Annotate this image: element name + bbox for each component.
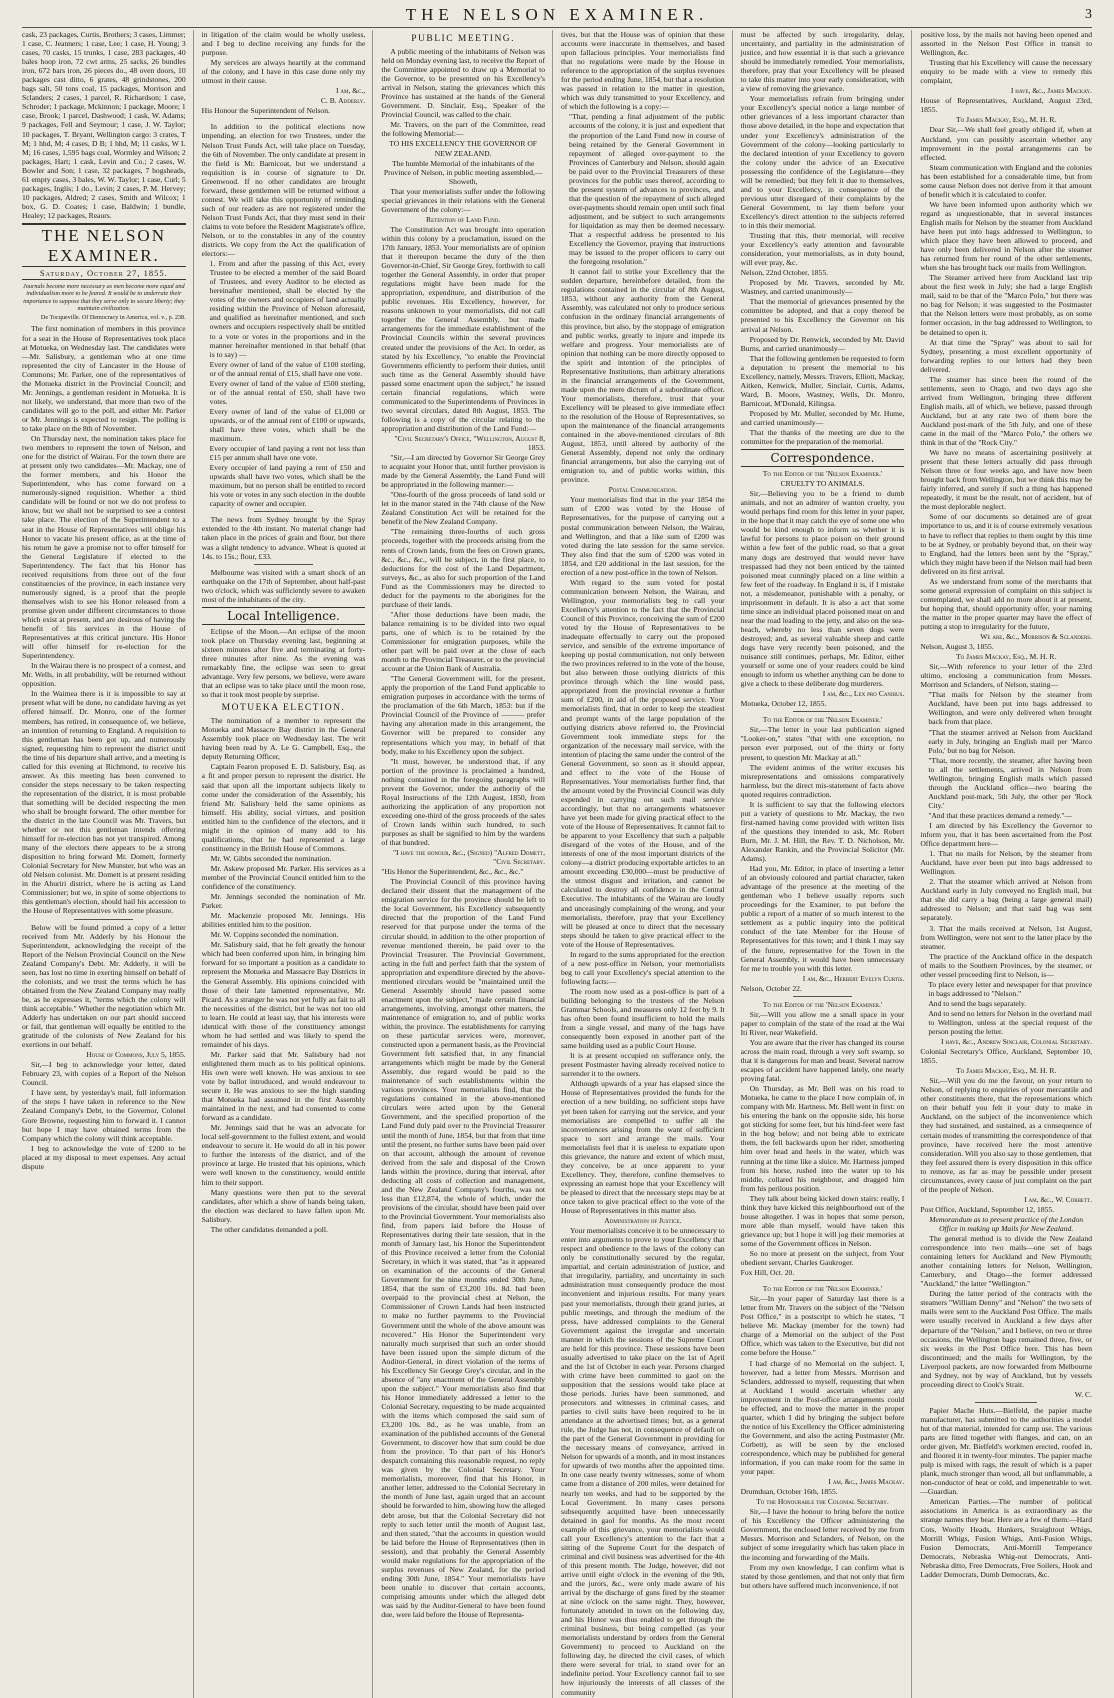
letter-dateline: Nelson, October 22. [740,983,802,993]
resolution-paragraph: Proposed by Mr. Muller, seconded by Mr. Hume, and carried unanimously— [740,408,905,427]
letter-paragraph: Trusting that his Excellency will cause the necessary enquiry to be made with a view to remedy this complaint, [920,58,1092,86]
circular-signature: "I have the honour, &c., (Signed) "Alfred Domett, "Civil Secretary. [392,848,545,867]
memorial-paragraph: The room now used as a post-office is part of a building belonging to the trustees of the Nelson Grammar Schools, and measures only 12 feet by 9. It has often been found insufficient to hold the mails from a single vessel, and many of the bags have consequently been exposed in another part of the same building used as a public Court House. [561,986,725,1051]
memorial-paragraph: Your memorialists conceive it to be unnecessary to enter into arguments to prove to your Excellency that respect and obedience to the laws of the colony can only be constitutionally secured by the regular, impartial, and certain administration of justice, and that irregularity, partiality, and uncertainty in such administration must consequently produce the most inconvenient and injurious results. For many years past your memorialists, through their grand juries, at public meetings, and through the medium of the press, have addressed complaints to the General Government against the irregular and uncertain manner in which the sessions of the Supreme Court are held for this province. These sessions have been usually advertised to take place on the 1st of April and the 1st of October in each year. Persons charged with crime have been committed to gaol on the supposition that the sessions would take place at those periods. Juries have been summoned, and prosecutors and witnesses in criminal cases, and parties to civil suits have been required to be in attendance at the advertised times; but, as a general rule, the Judge has not, in consequence of default on the part of the General Government in providing for the necessary means of conveyance, arrived in Nelson for upwards of a month, and in most instances for upwards of two months after the appointed time. In one case nearly twenty witnesses, some of whom came from a distance of 200 miles, were detained for nearly ten weeks, and had to be supported by the Local Government. In many cases persons subsequently acquitted have been unnecessarily detained in gaol for months. As the most recent example of this grievance, your memorialists would call your Excellency's attention to the fact that a sitting of the Supreme Court for the despatch of criminal and civil business was advertised for the 4th of this present month. The Judge, however, did not arrive until eight o'clock in the evening of the 9th, and the jurors, &c., were only made aware of his arrival by the discharge of guns fired by the steamer at nine o'clock on the same night. They, however, fortunately attended in town on the following day, and his Honor was thus enabled to get through the criminal business, but being compelled (as your memorialists understand by orders from the General Government) to proceed to Auckland on the following day, he directed the civil cases, of which there were several for trial, to stand over for an indefinite period. Your Excellency cannot fail to see how injuriously the interests of all classes of the community [561,1226,725,1697]
letter-paragraph: positive loss, by the mails not having been opened and assorted in the Nelson Post Office in transit to Wellington, &c. [920,30,1092,58]
letter-quote: "And that these practices demand a remedy."— [928,810,1073,820]
news-paragraph: The other candidates demanded a poll. [210,1224,328,1234]
letter-signature: I have, &c., Andrew Sinclair, Colonial Secretary. [940,1037,1092,1047]
act-extract: Every occupier of land paying a rent not less than £15 per annum shall have one vote. [209,444,366,463]
motto-attribution: De Tocqueville. Of Democracy in America, vol. v., p. 238. [40,313,186,321]
memorandum-paragraph: The general method is to divide the New Zealand correspondence into two mails—one set of bags containing letters for Auckland and New Plymouth; another containing letters for Nelson, Wellington, Canterbury, and Otago—the former addressed "Auckland," the latter "Wellington." [920,1234,1092,1289]
circular-paragraph: "After those deductions have been made, the balance remaining is to be divided into two equal parts, one of which is to be retained by the Commissioner for emigration purposes, while the other part will be paid over at the close of each month to the Provincial Treasurer, or to the provincial account at the Union Bank of Australia. [381,609,545,674]
letter-paragraph: It is sufficient to say that the following electors put a variety of questions to Mr. Mackay, the two first-named having come provided with written lists of the questions they intended to ask, Mr. Robert Burn, Mr. J. M. Hill, the Rev. T. D. Nicholson, Mr. Alexander Rankin, and the Provincial Solicitor (Mr. Adams). [740,799,905,864]
column-1 [22,30,194,1698]
letter-paragraph: Sir,—The letter in your last publication signed "Looker-on," states "that with one exception, no person ever purposed, out of the thirty or forty present, to question Mr. Mackay at all." [740,725,905,762]
letter-paragraph: The steamer has since been the round of the settlements, seen to Otago, and two days ago she arrived from Wellington, bringing three different English mails, all of which, we believe, passed through Auckland, but at any rate two of them bore the Auckland post-mark of the 5th July, and one of these came in the mail of the "Marco Polo," the others we think in that of the "Rock City." [920,374,1092,448]
section-heading-motueka-election: MOTUEKA ELECTION. [221,703,346,714]
letter-paragraph: I beg to acknowledge the vote of £200 to be placed at my disposal to meet expenses. Any actual dispute [22,1143,186,1171]
letter-quote: And to send the bags separately. [928,998,1027,1008]
letter-quote: To place every letter and newspaper for that province in bags addressed to "Nelson." [928,979,1092,998]
resolution-paragraph: Proposed by Mr. Travers, seconded by Mr. Wastney, and carried unanimously— [740,278,905,297]
letter-paragraph: Sir,—In your paper of Saturday last there is a letter from Mr. Travers on the subject of the "Nelson Post Office," in a postscript to which he states, "I believe Mr. Mackay (member for the town) had charge of a Memorial on the subject of the Post Office, which was taken to the Executive, but did not come before the House." [740,1294,905,1358]
news-paragraph: A public meeting of the inhabitants of Nelson was held on Monday evening last, to receive the Report of the Committee appointed to draw up a Memorial to the Governor, to be presented on his Excellency's arrival in Nelson, stating the grievances which this Province has sustained at the hands of the General Government. D. Sinclair, Esq., Speaker of the Provincial Council, was called to the chair. [381,47,545,120]
column-2 [202,30,374,1698]
letter-recipient: To James Mackay, Esq., M. H. R. [956,115,1057,125]
news-paragraph: American Parties.—The number of political associations in America is as extraordinary as the strange names they bear. Here are a few of them:—Hard Cots, Woolly Heads, Hunkers, Straightout Whigs, Morrill Whigs, Fusion Whigs, Anti-Fusion Whigs, Fusion Democrats, Anti-Morrill Temperance Democrats, Nebraska Whig-out Democrats, Anti-Nebraska ditto, Free Democrats, Free Soilers, Hook and Ladder Democrats, Dumb Democrats, &c. [920,1497,1092,1579]
letter-dateline: Motueka, October 12, 1855. [740,699,827,709]
news-paragraph: Eclipse of the Moon.—An eclipse of the moon took place on Thursday evening last, beginning at sixteen minutes after five and terminating at forty-three minutes after nine. As the evening was remarkably fine, the eclipse was seen to great advantage. Very few persons, we believe, were aware that an eclipse was to take place until the moon rose, so that it took most people by surprise. [201,626,366,700]
letter-dateline: Colonial Secretary's Office, Auckland, September 10, 1855. [920,1047,1092,1066]
letter-paragraph: As we understand from some of the merchants that some general expression of complaint on this subject is contemplated, we shall add no more about it at present, but hoping that, should opportunity offer, your naming the matter in the proper quarter may have the effect of putting a stop to irregularity for the future, [920,576,1092,631]
divider [793,1280,852,1281]
letter-quote: "That mails for Nelson by the steamer from Auckland, have been put into bags addressed to Wellington, and were only delivered when brought back from that place. [928,690,1092,727]
letter-dateline: Drumduan, October 16th, 1855. [740,1487,838,1497]
editorial-paragraph: Below will be found printed a copy of a letter received from Mr. Adderly by his Honour the Superintendent, acknowledging the receipt of the Report of the Nelson Provincial Council on the New Zealand Company's Debt. Mr. Adderly, it will be seen, has lost no time in exerting himself on behalf of the colonists, and we trust the terms which he has obtained from the New Zealand Company may really be, as he expresses it, "terms which the colony will think acceptable." Whether the negotiation which Mr. Adderly has undertaken on our part should succeed or fail, that gentleman will equally be entitled to the gratitude of the colonists of New Zealand for his exertions in our behalf. [22,922,186,1050]
letter-paragraph: The Steamer arrived here from Auckland last trip about the first week in July; she had a large English mail, said to be that of the "Marco Polo," but there was no bag for Nelson; it was suggested to the Postmaster that the Nelson letters were most probably, as on some former occasion, in the bag addressed to Wellington, to be detained to open it. [920,273,1092,337]
editorial-paragraph: On Thursday next, the nomination takes place for two members to represent the town of Nelson, and one for the district of Wairau. For the town there are at present only two candidates—Mr. Mackay, one of the former members, and his Honor the Superintendent, who has come forward on a numerously-signed requisition. Whether a third candidate will be found or not we do not profess to know, but we shall not be surprised to see a contest take place. The election of the Superintendent to a seat in the House of Representatives will oblige his Honor to vacate his present office, as at the time of his return he gave a promise not to offer himself for the General Legislature if elected to the Superintendency. The fact that his Honor has received requisitions from three out of the four constituencies of the province, in each instance very numerously signed, is a proof that the people themselves wish to see his Honor released from a promise given under different circumstances to those which exist at present, and are desirous of having the benefit of his services in the House of Representatives at this critical juncture. His Honor will offer himself for re-election for the Superintendency. [22,434,186,661]
letter-paragraph: At that time the "Spray" was about to sail for Sydney, presenting a most excellent opportunity of forwarding replies to our letters had they been delivered. [920,337,1092,374]
letter-paragraph: Sir,—I beg to acknowledge your letter, dated February 23, with copies of a Report of the Nelson Council. [22,1060,186,1088]
letter-paragraph: Sir,—Believing you to be a friend to dumb animals, and not an admirer of wanton cruelty, you would perhaps find room for this letter in your paper, in the hope that it may catch the eye of some one who would be kind enough to inform us whether it is lawful for persons to place poison on their ground within a few feet of the public road, so that a great many dogs are destroyed that would never have trespassed had they not been enticed by the tainted poisoned meat cunningly placed on a line within a few feet of the roadway. In England it is, if I mistake not, a misdemeanor, punishable with a penalty, or imprisonment in default. It is also a act that some time since an individual placed poisoned meat on and near the road leading to the jetty, and also on the sea-beach, whereby no less than seven dogs were destroyed; and, as several valuable sheep and cattle dogs have very recently been poisoned, and the nuisance still continues, perhaps, Mr. Editor, either yourself or some one of your readers could be kind enough to inform us whether anything can be done to give a check to these deliberate dog murderers. [740,489,905,689]
memorial-paragraph: With regard to the sum voted for postal communication between Nelson, the Wairau, and Wellington, your memorialists beg to call your Excellency's attention to the fact that the Provincial Council of this Province, conceiving the sum of £200 voted by the House of Representatives to be inadequate effectually to carry out the proposed service, and sensible of the extreme importance of keeping up postal communication, not only between the two provinces referred to in the vote of the house, but also between those outlying districts of this province through which the line would pass, appropriated from the provincial revenue a further sum of £200, in aid of the proposed service. Your memorialists find, that in order to keep the steadiest and prompt wants of the large population of the outlying districts above referred to, the Provincial Government took immediate steps for the organization of the necessary mail service, with the intention of placing the same under the control of the General Government, so soon as it should appear, and effect to the vote of the House of Representatives. Your memorialists further find, that the amount voted by the Provincial Council was duly expended in carrying out such mail service accordingly, but that no arrangements whatsoever have yet been made for giving practical effect to the vote of the House of Representatives. It cannot fail to be apparent to your Excellency that such a palpable disregard of the votes of the House, and of the interests of one of the most important districts of the colony—a district producing exportable articles to an amount exceeding £30,000—must be productive of the utmost disgust and irritation, and cannot be calculated to destroy all confidence in the Central Executive. The inhabitants of the Wairau are loudly and unceasingly complaining of the wrong, and your memorialists, therefore, pray that your Excellency will be pleased at once to direct that the necessary steps should be taken to give practical effect to the vote of the House of Representatives. [561,577,725,949]
memorial-paragraph: The Provincial Council of this province having declared their dissent that the management of the emigration service for the province should be left to the local Government, his Excellency subsequently directed that the proportion of the Land Fund reserved for that purpose under the terms of the circular should, in addition to the other proportion of revenue mentioned therein, be paid over to the Provincial Treasurer. The Provincial Government, acting in the full and perfect faith that the system of appropriation and expenditure directed by the above-mentioned circulars would be "maintained until the General Assembly should have passed some enactment upon the subject," made certain financial arrangements, involving, amongst other matters, the maintenance of emigration to, and of public works within, the province. The establishments for carrying on these particular services were, moreover, constructed upon a permanent basis, as the Provincial Government felt satisfied that, in any financial arrangements which might be made by the General Assembly, due regard would be paid to the maintenance of such establishments within the various provinces. Your memorialists find, that the regulations contained in the above-mentioned circulars were acted upon by the General Government, and the specified proportion of the Land Fund duly paid over to the Provincial Treasurer until the month of June, 1854, but that from that time until the present, no further sums have been paid over on that account, although the amount of revenue derived from the sale and disposal of the Crown lands within the province, during that interval, after deducting all costs of collection and management, and the New Zealand Company's fourths, was not less than £12,874, the whole of which, under the provisions of the circular, should have been paid over to the Provincial Government. Your memorialists also find, from papers laid before the House of Representatives during their late session, that in the month of January last, his Honor the Superintendent of this Province received a letter from the Colonial Secretary, in which it was stated, that "as it appeared on examination of the accounts of the General Government for the nine months ended 30th June, 1854, that the sum of £3,200 10s. 8d. had been overpaid to the provincial chest at Nelson, the Commissioner of Crown Lands had been instructed to make no further payments to the Provincial Government until the whole of the above amount was recovered." His Honor the Superintendent very naturally much surprised that such an order should have been issued upon the simple dictum of the Auditor-General, in direct violation of the terms of his Excellency Sir George Grey's circular, and in the absence of "any enactment of the General Assembly upon the subject." Your memorialists also find that his Honor immediately addressed a letter to the Colonial Secretary, requesting to be made acquainted with the items which composed the said sum of £3,200 10s. 8d., as he was unable, from an examination of the published accounts of the General Government, to discover how that sum could be due from the province. To that part of his Honor's despatch containing this reasonable request, no reply was given by the Colonial Secretary. Your memorialists, moreover, find that his Honor, in another letter, addressed to the Colonial Secretary in the month of June last, again urged that an account should be forwarded to him, showing how the alleged debt arose, but that the Colonial Secretary did not reply to such letter until the month of August last, and then stated, "that the accounts in question would be laid before the House of Representatives (then in session), and that probably the General Assembly would make regulations for the appropriation of the surplus revenues of New Zealand, for the period ending 30th June, 1854." Your memorialists have been unable to discover that certain accounts, comprising amounts under which the alleged debt was said by the Auditor-General to have been found due, were laid before the House of Representa- [381,877,545,1620]
letter-paragraph: I am directed by his Excellency the Governor to inform you, that it has been ascertained from the Post Office department here— [920,820,1092,849]
memorial-paragraph: It cannot fail to strike your Excellency that the sudden departure, hereinbefore detailed, from the regulations contained in the circular of 8th August, 1853, without any authority from the General Assembly, was calculated not only to produce serious confusion in the ordinary financial arrangements of this province, but also, by the stoppage of emigration and public works, greatly to injure and impede its welfare and progress. Your memorialists are of opinion that nothing can be more directly opposed to the spirit and intention of the principles of Representative Institutions, than arbitrary alterations in the financial arrangements of the Government, made upon the mere dictum of a subordinate officer. Your memorialists, therefore, trust that your Excellency will be pleased to give immediate effect to the resolution of the House of Representatives, so upon the maintenance of the financial arrangements contained in the above-mentioned circulars of 8th August, 1853, until altered by authority of the General Assembly, depend not only the ordinary financial arrangements, but also the carrying out of emigration to, and of public works within, this province. [561,267,725,485]
news-paragraph: Mr. W. Gibbs seconded the nomination. [210,853,332,863]
section-heading-public-meeting: PUBLIC MEETING. [411,34,516,44]
letter-signature: I am, &c., Lex pro Canibus. [822,689,905,699]
news-paragraph: Mr. Salisbury said, that he felt greatly the honour which had been conferred upon him, in bringing him forward for so important a position as a candidate to represent the Motueka and Massacre Bay Districts in the General Assembly. His opinions coincided with those of their late lamented representative, Mr. Picard. As a stranger he was not yet fully au fait to all the necessities of the district, but he was not too old to learn. He could at least say, that his interests were identical with those of the constituency amongst whom he had settled and was likely to spend the remainder of his days. [201,940,366,1049]
memorial-heading: TO HIS EXCELLENCY THE GOVERNOR OF NEW ZEALAND. [389,139,538,158]
letter-paragraph: Sir,—Will you allow me a small space in your paper to complain of the state of the road at the Wai Iti River, near Wakefield. [740,1009,905,1037]
letter-recipient: To the Honourable the Colonial Secretary. [756,1497,889,1507]
letter-signature: I am, &c., James Mackay. [828,1477,905,1487]
letter-paragraph: Some of our documents so detained are of great importance to us, and it is of course extremely vexatious to have to reflect that replies to them ought by this time to be at Sydney, or probably beyond that, on their way to England, had the letters been sent by the "Spray," which they might have been if the Nelson mail had been delivered on its first arrival. [920,512,1092,576]
divider [74,919,133,920]
news-paragraph: Mr. Jennings seconded the nomination of Mr. Parker. [201,892,366,911]
act-extract: Every owner of land of the value of £1,000 or upwards, or of the annual rent of £100 or upwards, shall have three votes, which shall be the maximum. [209,406,366,444]
editorial-paragraph: In the Waimea there is it is impossible to say at present what will be done, no candidate having as yet offered himself. Dr. Monro, one of the former members, has retired, in consequence of, we believe, an intention of returning to England. A requisition to this gentleman has been got up, and numerously signed, requesting him to represent the district until the time of his departure shall arrive, and a meeting is called for this evening at Richmond, to receive his answer. As this meeting has been convened to consider the steps necessary to be taken respecting the representation of the district, it is most probable that something will be decided respecting the men who shall be brought forward. The other member for the district in the late Council was Mr. Travers, but whether or not this gentleman intends offering himself for re-election has not yet transpired. Among many of the electors there appears to be a strong disposition to bring forward Mr. Domett, formerly Colonial Secretary for New Munster, but who was an old Nelson colonist. Mr. Domett is at present residing in the Ahuriri district, where he is acting as Land Commissioner; but we, in spite of some objections to this gentleman's election, should hail his accession to the House of Representatives with some pleasure. [22,689,186,916]
letter-paragraph: Had you, Mr. Editor, in place of inserting a letter of an obviously coloured and partial character, taken advantage of the presence at the meeting of the gentleman who I believe usually reports such proceedings for the Examiner, to put before the public a report of a matter of so much interest to the settlement as a public inquiry into the political conduct of the late Member for the House of Representatives for this town; and I think I may say of the future, representative for the Town in the General Assembly, it would have been unnecessary for me to trouble you with this letter. [740,864,905,973]
news-paragraph: Mr. Askew proposed Mr. Parker. His services as a member of the Provincial Council entitled him to the confidence of the constituency. [201,863,366,892]
letter-signoff: I am, &c., [336,86,366,96]
letter-signature: C. B. Adderly. [320,96,366,106]
letter-paragraph: Steam communication with England and the colonies has been established for a considerable time, but from some cause Nelson does not derive from it that amount of benefit which it is calculated to confer. [920,162,1092,199]
news-paragraph: Papier Mache Huts.—Bielfeld, the papier mache manufacturer, has submitted to the authorities a model hut of that material, intended for camp use. The various parts are fitted together with flanges, and can, on an order given, Mr. Bielfeld's workmen erected, roofed in, and floored it in twenty-four minutes. The papier mache pulp is mixed with rags, the result of which is a paper plank, much stronger than wood, all but unflammable, a non-conductor of heat or cold, and impenetrable to wet.—Guardian. [920,1405,1092,1497]
news-paragraph: Mr. Mackenzie proposed Mr. Jennings. His abilities entitled him to the position. [201,911,366,930]
letter-recipient: To James Mackay, Esq., M. H. R. [956,1066,1057,1076]
memorial-paragraph: must be affected by such irregularity, delay, uncertainty, and partiality in the administration of justice, and how essential it is that such a grievance should be immediately remedied. Your memorialists, therefore, pray that your Excellency will be pleased to take this matter into your early consideration, with a view of removing the grievance. [740,30,905,94]
letter-title: CRUELTY TO ANIMALS. [780,479,865,489]
letter-paragraph: Sir,—With reference to your letter of the 23rd ultimo, enclosing a communication from Messrs. Morrison and Sclanders, of Nelson, stating— [920,662,1092,690]
issue-date: Saturday, October 27, 1855. [22,268,186,280]
news-paragraph: The nomination of a member to represent the Motueka and Massacre Bay district in the General Assembly took place on Wednesday last. The writ having been read by A. Le G. Campbell, Esq., the deputy Returning Officer, [201,716,366,762]
news-paragraph: Mr. W. Coppins seconded the nomination. [210,930,339,940]
memorandum-title: Memorandum as to present practice of the London Office in making up Mails for New Zealand. [929,1214,1084,1233]
letter-paragraph: They talk about being kicked down stairs: really, I think they have kicked this neighbourhood out of the house altogether. I was in hopes that some person, more able than myself, would have taken this grievance up; but I hope it will jog their memories at some of the Government offices in Nelson. [740,1193,905,1248]
letter-paragraph: I have sent, by yesterday's mail, full information of the steps I have taken in reference to the New Zealand Company's Debt, to the Governor, Colonel Gore Browne, requesting him to forward it. I cannot but hope I may have obtained terms from the Company which the colony will think acceptable. [22,1088,186,1143]
subheading-administration-of-justice: Administration of Justice. [604,1216,682,1226]
memorial-paragraph: Trusting that this, their memorial, will receive your Excellency's early attention and favourable consideration, your memorialists, as in duty bound, will ever pray, &c. [740,231,905,268]
news-paragraph: Mr. Travers, on the part of the Committee, read the following Memorial:— [381,120,545,139]
memorandum-paragraph: During the latter period of the contracts with the steamers "William Denny" and "Nelson" the two sets of mails were sent to the Auckland Post Office. The mails were usually received in Auckland a few days after departure of the "Nelson," and I believe, on two or three occasions, the Wellington bags remained three, five, or six weeks in the Post Office here. This has been discontinued; and the mails for Wellington, by the Liverpool packets, are now forwarded from Melbourne and Sydney, not by way of Auckland, but by vessels proceeding direct to Cook's Strait. [920,1289,1092,1389]
column-6 [920,30,1092,1698]
memorial-paragraph: That your memorialists suffer under the following special grievances in their relations with the General Government of the colony:— [381,186,545,214]
letter-paragraph: Dear Sir,—We shall feel greatly obliged if, when at Auckland, you can possibly ascertain whether any improvement in the postal arrangements can be effected. [920,125,1092,162]
letter-signature: I am, &c., W. Corbett. [1024,1194,1092,1204]
letter-recipient: To the Editor of the 'Nelson Examiner.' [762,469,883,479]
letter-paragraph: From my own knowledge, I can confirm what is stated by those gentlemen, and that not only that firm but others have suffered much inconvenience, if not [740,1562,905,1590]
editorial-paragraph: Melbourne was visited with a smart shock of an earthquake on the 17th of September, about half-past two o'clock, which was sufficiently severe to awaken most of the inhabitants of the city. [201,567,366,604]
masthead [22,4,1092,28]
section-heading-local-intelligence: Local Intelligence. [202,607,366,625]
letter-signature: I have, &c., James Mackay. [1010,86,1092,96]
circular-paragraph: "The General Government will, for the present, apply the proportion of the Land Fund applicable to emigration purposes in accordance with the terms of the proclamation of the 6th March, 1853: but if the Provincial Council of the Province of ——— prefer having any alteration made in this arrangement, the Governor will be prepared to consider any representations which you may, in behalf of that body, make to his Excellency upon the subject. [381,674,545,756]
editorial-paragraph: The news from Sydney brought by the Spray extended to the 4th instant. No material change had taken place in the prices of grain and flour, but there was a slight tendency to advance. Wheat is quoted at 14s. to 15s.; flour, £33. [201,515,366,561]
editorial-paragraph: In the Wairau there is no prospect of a contest, and Mr. Wells, in all probability, will be returned without opposition. [22,661,186,689]
divider [254,511,313,512]
news-paragraph: Mr. Jennings said that he was an advocate for local self-government to the fullest extent, and would endeavour to secure it. He would do all in his power to further the interests of the district, and of the province at large. He trusted that his opinions, which were well known to the constituency, would entitle him to their support. [201,1123,366,1187]
masthead-title: THE NELSON EXAMINER. [405,5,709,24]
circular-paragraph: "The remaining three-fourths of such gross proceeds, together with the proceeds arising from the rents of Crown lands, from the fees on Crown grants, &c., &c., &c., will be subject, in the first place, to deductions for the cost of the Land Department, surveys, &c., as also for such proportion of the Land Fund as the Commissioners may be directed to deduct for the payments to the aborigines for the purchase of their lands. [381,527,545,609]
memorial-paragraph: In regard to the sums appropriated for the erection of a new post-office in Nelson, your memorialists beg to call your Excellency's special attention to the following facts:— [561,949,725,986]
letter-quote: "That, more recently, the steamer, after having been to all the settlements, arrived in Nelson from Wellington, bringing English mails which passed through the Auckland office—two bearing the Auckland post-mark, 5th July, the other per 'Rock City.' [928,755,1092,810]
memorial-paragraph: tives, but that the House was of opinion that these accounts were inaccurate in themselves, and based upon fallacious principles. Your memorialists find that no regulations were made by the House in reference to the appropriation of the surplus revenues for the period ending June, 1854, but that a resolution was passed in relation to the matter in question, which was duly transmitted to your Excellency, and of which the following is a copy:— [561,30,725,112]
letter-recipient: To the Editor of the 'Nelson Examiner.' [762,1284,883,1294]
resolution-paragraph: That the following gentlemen be requested to form a deputation to present the memorial to his Excellency, namely, Messrs. Travers, Elliott, Mackay, Aitken, Kenwick, Muller, Sinclair, Curtis, Adams, Ward, B. Moore, Wastney, Wells, Dr. Monro, Barnicoat, M'Donald, Kilingsa. [740,353,905,408]
letter-paragraph: The evident animus of the writer excuses his misrepresentations and omissions comparatively harmless, but the direct mis-statement of facts above quoted requires contradiction. [740,762,905,799]
letter-address: His Honour the Superintendent of Nelson. [201,106,330,116]
letter-paragraph: in litigation of the claim would be wholly useless, and I beg to decline receiving any funds for the purpose. [201,30,366,58]
editorial-paragraph: In addition to the political elections now impending, an election for two Trustees, under the Nelson Trust Funds Act, will take place on Tuesday, the 6th of November. The only candidate at present in the field is Mr. Barnicoat, but we understand a requisition is in course of signature to Dr. Greenwood. If no other candidates are brought forward, these gentlemen will be returned without a contest. We will take this opportunity of reminding such of our readers as are not registered under the Nelson Trust Funds Act, that they must send in their claims to vote before the Resident Magistrate's office, Nelson, or to the constables in any of the country districts. We copy from the Act the qualification of electors:— [201,122,366,259]
page-number: 3 [1085,7,1092,22]
letter-quote: And to send no letters for Nelson in the overland mail to Wellington, unless at the special request of the person posting the letter. [928,1008,1092,1037]
memorial-paragraph: It is at present occupied on sufferance only, the present Postmaster having already received notice to surrender it to the owners. [561,1051,725,1079]
letter-paragraph: So no more at present on the subject, from Your obedient servant, Charles Gaukroger. [740,1249,905,1268]
letter-signature: We are, &c., Morrison & Sclanders. [980,632,1092,642]
resolution-quote: "That, pending a final adjustment of the public accounts of the colony, it is just and expedient that the proportion of the Land Fund now in course of being retained by the General Government in repayment of alleged over-payment to the Provinces of Canterbury and Nelson, should again be paid over to the Provincial Treasurers of these provinces for the public uses thereof, according to the present system of advances to provinces, and that the question of the repayment of such alleged over-payments should remain open until such final adjustment, and be subject to such arrangements for liquidation as may then be deemed necessary. That a respectful address be presented to his Excellency the Governor, praying that instructions may be issued to the proper officers to carry out the foregoing resolution." [569,112,725,267]
circular-paragraph: "One-fourth of the gross proceeds of land sold or let in the manor stated in the 74th clause of the New Zealand Constitution Act will be retained for the benefit of the New Zealand Company. [381,490,545,527]
divider [793,996,852,997]
divider [254,564,313,565]
divider [975,1402,1037,1403]
divider [254,118,313,119]
memorial-paragraph: Although upwards of a year has elapsed since the House of Representatives provided the funds for the erection of a new building, no sufficient steps have yet been taken for carrying out the service, and your memorialists are compelled to suffer all the inconveniences arising from the want of sufficient space to sort and arrange the mails. Your memorialists feel that it is useless to expatiate upon this grievance, the nature and extent of which must, they conceive, be at once apparent to your Excellency. They, therefore, confine themselves to expressing an earnest hope that your Excellency will be pleased to direct that the necessary steps may be at once taken to give practical effect to the vote of the House of Representatives in this matter also. [561,1079,725,1216]
act-extract: Every occupier of land paying a rent of £50 and upwards shall have two votes, which shall be the maximum, but no person shall be entitled to record his vote or votes in any such election in the double capacity of owner and occupier. [209,463,366,509]
act-extract: Every owner of land of the value of £500 sterling, or of the annual rental of £50, shall have two votes. [209,378,366,406]
letter-paragraph: We have been informed upon authority which we regard as unquestionable, that in several instances English mails for Nelson by the steamer from Auckland have been put into bags addressed to Wellington, to which place they have been allowed to proceed, and have only been delivered in Nelson after the steamer has returned from her round of the other settlements, when she has brought back our mails from Wellington. [920,199,1092,273]
memorial-dateline: Nelson, 22nd October, 1855. [740,268,829,278]
letter-paragraph: On Thursday, as Mr. Bell was on his road to Motueka, he came to the place I now complain of, in company with Mr. Hartness. Mr. Bell went in first: on his entering the bank on the opposite side, his horse got sticking for some feet, but his hind-feet were fast in the bog below; and not being able to extricate them, the fell backwards upon her rider, smothering him over head and heels in the water, which was running at the time like a sluice. Mr. Hartness jumped from his horse, rushed into the water up to his middle, collared his neighbour, and dragged him from his perilous position. [740,1084,905,1193]
section-heading-correspondence: Correspondence. [741,449,905,467]
circular-paragraph: "It must, however, be understood that, if any portion of the province is proclaimed a hundred, nothing contained in the foregoing paragraphs will prevent the Governor, under the authority of the Royal Instructions of the 12th August, 1850, from authorizing the application of any proportion not exceeding one-third of the gross proceeds of the sales of Crown lands within such hundred, to such purposes as shall be signified to him by the wardens of that hundred. [381,756,545,848]
letter-recipient: To the Editor of the 'Nelson Examiner.' [762,999,883,1009]
letter-recipient: To James Mackay, Esq., M. H. R. [956,652,1057,662]
letter-paragraph: 1. That no mails for Nelson, by the steamer from Auckland, have ever been put into bags addressed to Wellington. [920,849,1092,877]
subheading-retention-of-land-fund: Retention of Land Fund. [426,214,501,224]
subheading-postal-communication: Postal Communication. [608,485,678,495]
letter-paragraph: 2. That the steamer which arrived at Nelson from Auckland early in July conveyed no English mail, but that she did carry a bag (being a large general mail) addressed to Nelson; and that said bag was sent separately. [920,877,1092,923]
memorial-paragraph: The Constitution Act was brought into operation within this colony by a proclamation, issued on the 17th January, 1853. Your memorialists are of opinion that it thereupon became the duty of the then Governor-in-Chief, Sir George Grey, forthwith to call together the General Assembly, in order that proper regulations might have been made for the appropriation, expenditure, and distribution of the public revenues. His Excellency, however, for reasons unknown to your memorialists, did not call together the General Assembly, but made arrangements for the immediate establishment of the Provincial Councils within the several provinces created under the provisions of the Act. In order, as stated by his Excellency, "to enable the Provincial Governments efficiently to perform their duties, until such time as the General Assembly should have passed some enactment upon the subject," he issued certain financial regulations, which were communicated to the Superintendents of Provinces in two several circulars, dated 8th August, 1853. The following is a copy of the circular relating to the appropriation and distribution of the Land Fund:— [381,224,545,433]
divider [793,711,852,712]
resolution-paragraph: Proposed by Dr. Renwick, seconded by Mr. David Burns, and carried unanimously— [740,334,905,353]
letter-paragraph: You are aware that the river has changed its course across the main road, through a very soft swamp, so that it is dangerous for man and beast. Several narrow escapes of accident have happened lately, one nearly proving fatal. [740,1037,905,1084]
cargo-list: cask, 23 packages, Curtis, Brothers; 3 cases, Limmer; 1 case, C. Jeanners; 1 case, Lee; 1 case, H. Young; 3 cases, 70 casks, 15 trunks, 1 case, 283 packages, 40 bales hoop iron, 72 cwt arms, 25 sacks, 26 bundles iron, 672 bars iron, 26 pieces do., 48 oven doors, 10 packages cast ditto, 6 grates, 48 grindstones, 200 bags salt, 50 tons coal, 15 packages, Morrison and Sclanders; 2 cases, 1 parcel, R. Richardson; 1 case, Schroder; 1 package, Mckinnon; 1 package, Moore; 1 case, Brook; 1 parcel, Dashwood; 1 cask, W. Adams; 9 packages, Fell and Seymour; 1 case, J. W. Taylor; 10 packages, T. Bryant, Wellington cargo: 3 crates, T M; 1 hhd, M; 4 cases, D B; 1 hhd, M; 11 casks, W L M; 16 cases, 1,595 bags coal, Wormley and Wilson; 2 packages, Hart; 1 cask, Levin and Co.; 2 cases, W. Bowler and Son; 1 case, 32 packages, 7 hogsheads, 61 empty cases, 3 bales, W. W. Taylor; 1 case, Curl; 5 packages, Inglis; 1 do., Levin; 2 cases, P. M. Hervey; 10 packages, Aldred; 2 cases, Smith and Wilcox; 1 box, G. D. Coates; 1 case, Baldwin; 1 bundle, Healey; 12 packages, Reaurs. [22,30,186,220]
letter-signature: I am, &c., Herbert Evelyn Curtis. [802,973,905,983]
act-extract: Every owner of land of the value of £100 sterling, or of the annual rental of £15, shall have one vote. [209,359,366,378]
letter-dateline: House of Representatives, Auckland, August 23rd, 1855. [920,96,1092,115]
letter-paragraph: The practice of the Auckland office in the despatch of mails to the Southern Provinces, by the steamer, or other vessel proceeding first to Nelson, is— [920,951,1092,979]
letter-dateline: Fox Hill, Oct. 20. [740,1268,795,1278]
act-extract: 1. From and after the passing of this Act, every Trustee to be elected a member of the said Board of Trustees, and every Auditor to be elected as hereinafter mentioned, shall be elected by the votes of the owners and occupiers of land actually residing within the Province of Nelson aforesaid, and qualified as hereinafter mentioned, and such owners and occupiers respectively shall be entitled to a vote or votes in the proportions and in the manner hereinafter mentioned in that behalf (that is to say) — [209,259,366,359]
news-paragraph: Mr. Parker said that Mr. Salisbury had not enlightened them much as to his political opinions. His own were well known. He was anxious to see vote by ballot introduced, and would endeavour to secure it. He was anxious to see the high standing that Motueka had assumed in the first Assembly maintained in the next, and had consented to come forward as a candidate. [201,1049,366,1123]
memorial-paragraph: Your memorialists find that in the year 1854 the sum of £200 was voted by the House of Representatives, for the purpose of carrying out a postal communication between Nelson, the Wairau, and Wellington, and that a like sum of £200 was voted during the late session for the same service. They also find that the sum of £200 was voted in 1854, and £20 additional in the last session, for the erection of a new post-office in the town of Nelson. [561,495,725,577]
letter-dateline: Post Office, Auckland, September 12, 1855. [920,1204,1055,1214]
editorial-paragraph: The first nomination of members in this province for a seat in the House of Representatives took place at Motueka, on Wednesday last. The candidates were—Mr. Salisbury, a gentleman who at one time represented the city of Lancaster in the House of Commons; Mr. Parker, one of the representatives of the Motueka district in the Provincial Council; and Mr. Jennings, a gentleman resident in Motueka. It is not likely, we understand, that more than two of the candidates will go to the poll, and either Mr. Parker or Mr. Jennings is expected to resign. The polling is to take place on the 8th of November. [22,324,186,433]
column-4 [561,30,733,1698]
news-paragraph: Captain Fearon proposed E. D. Salisbury, Esq. as a fit and proper person to represent the district. He said that upon all the important subjects likely to come under the consideration of the Assembly, his friend Mr. Salisbury held the same opinions as himself. His ability, social virtues, and position entitled him to the confidence of the electors, and it might in the opinion of many add to his qualifications, that he had represented a large constituency in the British House of Commons. [201,762,366,853]
letter-dateline: House of Commons, July 5, 1855. [86,1050,186,1060]
memorandum-initials: W. C. [1074,1389,1092,1399]
letter-paragraph: I had charge of no Memorial on the subject. I, however, had a letter from Messrs. Morrison and Sclanders, addressed to myself, requesting that when at Auckland I would ascertain whether any improvement in the Post-office arrangements could be effected, and to move the matter in the proper quarter, which I did by bringing the subject before the notice of his Excellency the Officer administering the Government, and also the acting Postmaster (Mr. Corbett), as will be seen by the enclosed correspondence, which may be published for general information, if you can make room for the same in your paper. [740,1358,905,1477]
letter-paragraph: My services are always heartily at the command of the colony, and I have in this case done only my utmost in their cause. [201,58,366,86]
letter-recipient: To the Editor of the 'Nelson Examiner.' [762,715,883,725]
motto: Journals become more necessary as men become more equal and individualism more to be feared. It would be to underrate their importance to suppose that they serve only to secure liberty; they maintain civilization. [23,282,185,313]
column-grid [22,30,1092,1697]
circular-address: "His Honor the Superintendent, &c., &c., &c." [381,867,524,877]
memorial-subheading: The humble Memorial of the inhabitants of the Province of Nelson, in public meeting assembled,—Showeth, [383,158,543,186]
resolution-paragraph: That the memorial of grievances presented by the committee be adopted, and that a copy thereof be presented to his Excellency the Governor on his arrival at Nelson. [740,297,905,334]
column-5 [741,30,913,1698]
paper-title: THE NELSON EXAMINER. [22,223,186,267]
letter-paragraph: We have no means of ascertaining positively at present that these letters actually did pass through Nelson three or four weeks ago, and have now been brought back from Wellington, but we think this may be fairly inferred, and surely if such a thing has happened repeatedly, it must be the result, not of accident, but of the most deplorable neglect. [920,448,1092,512]
resolution-paragraph: That the thanks of the meeting are due to the committee for the preparation of the memorial. [740,428,905,447]
news-paragraph: Many questions were then put to the several candidates, after which a show of hands being taken, the election was declared to have fallen upon Mr. Salisbury. [201,1187,366,1224]
circular-dateline: "Civil Secretary's Office, "Wellington, August 8, 1853. [394,433,545,453]
letter-paragraph: Sir,—Will you do me the favour, on your return to Nelson, of replying to enquiries of your mercantile and other constituents there, that the representations which on their behalf you felt it your duty to make in Auckland, on the subject of the inconvenience which they had sustained, and sustained, as a consequence of certain modes of transmitting the correspondence of that province, have received here the most attentive consideration. Will you also say to those gentlemen, that they feel assured there is every disposition in this office to remove, as far as may be possible under present circumstances, every cause of just complaint on the part of the people of Nelson. [920,1076,1092,1194]
column-3 [381,30,553,1698]
letter-paragraph: 3. That the mails received at Nelson, 1st August, from Wellington, were not sent to the latter place by the steamer. [920,923,1092,951]
letter-dateline: Nelson, August 3, 1855. [920,642,994,652]
letter-quote: "That the steamer arrived at Nelson from Auckland early in July, bringing an English mail per 'Marco Polo,' but no bag for Nelson. [928,727,1092,755]
letter-paragraph: Sir,—I have the honour to bring before the notice of his Excellency the Officer administering the Government, the enclosed letter received by me from Messrs. Morrison and Sclanders, of Nelson, on the subject of some irregularity which has taken place in the incoming and forwarding of the Mails. [740,1507,905,1562]
circular-paragraph: "Sir,—I am directed by Governor Sir George Grey to acquaint your Honor that, until further provision is made by the General Assembly, the Land Fund will be appropriated in the following manner:— [381,453,545,490]
memorial-paragraph: Your memorialists refrain from bringing under your Excellency's special notice a large number of other grievances of a less important character than those above detailed, in the hope and expectation that under your Excellency's administration of the Government of the colony—looking particularly to the declared intention of your Excellency to govern the colony under the advice of an Executive possessing the confidence of the Legislature—they will be remedied; but they felt it due to themselves, and to your Excellency, in consequence of the previous utter disregard of their complaints by the General Government, to lay them before your Excellency's direct attention to the subjects referred to in this their memorial. [740,94,905,230]
